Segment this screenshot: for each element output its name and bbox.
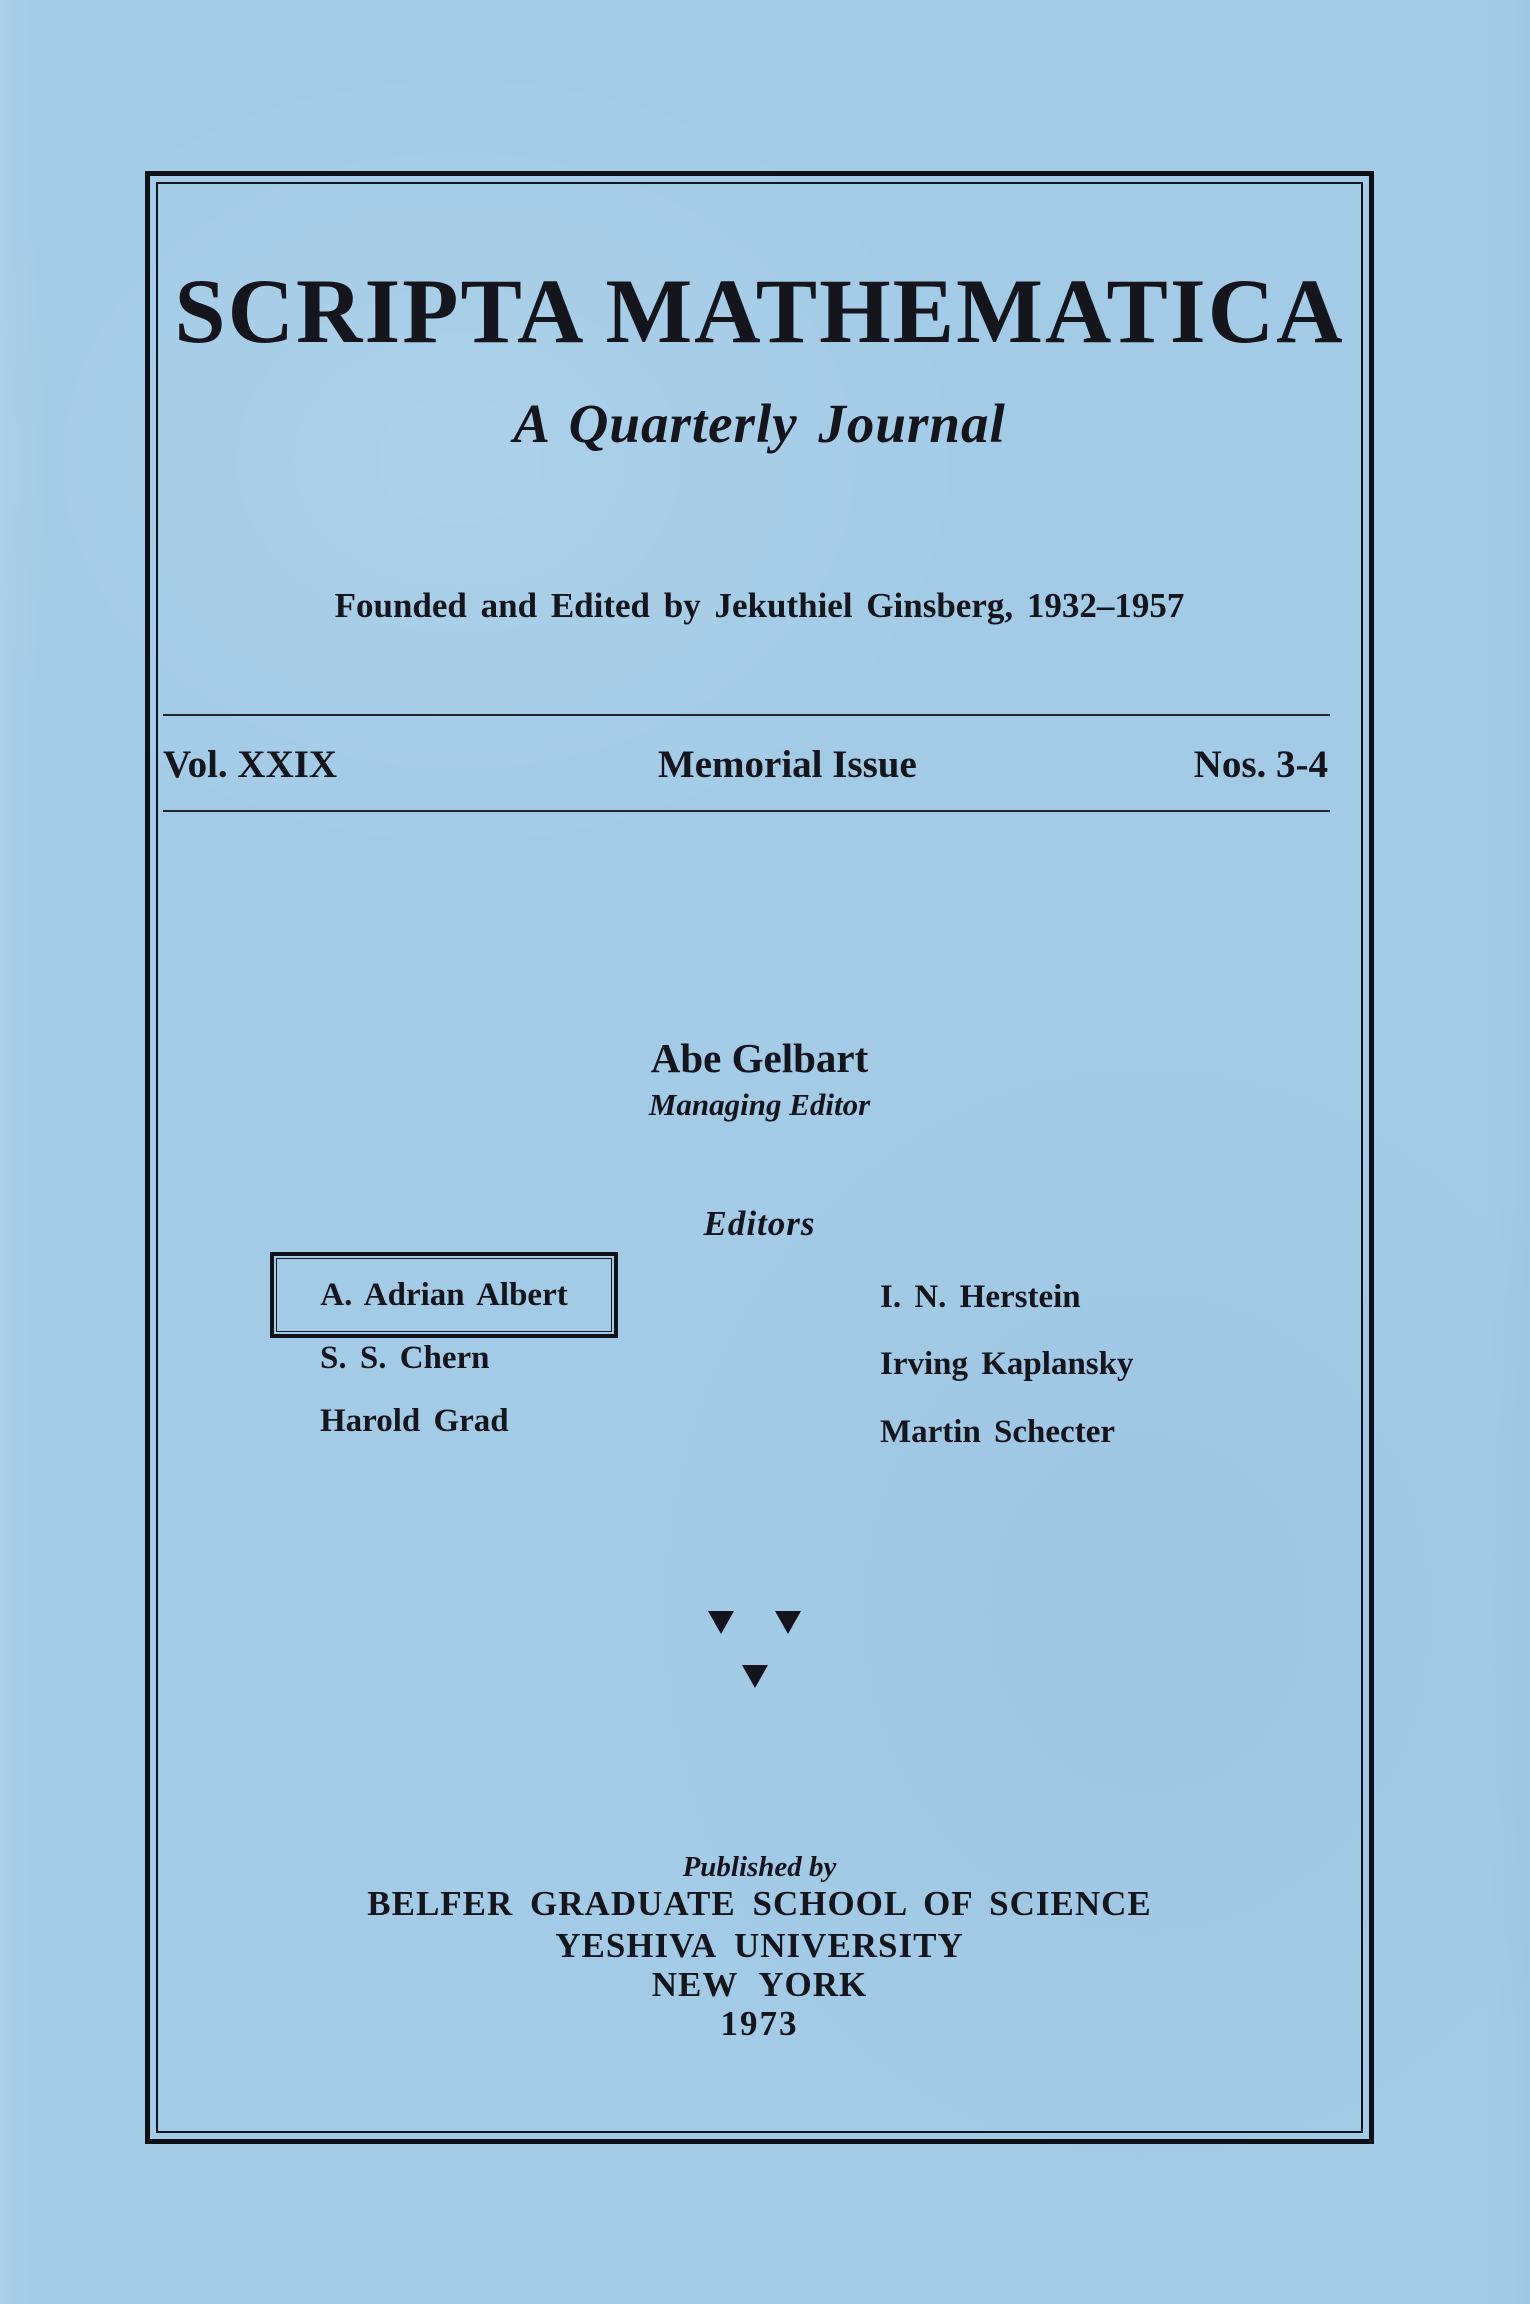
editor-name-kaplansky: Irving Kaplansky	[880, 1346, 1134, 1382]
editor-name-herstein: I. N. Herstein	[880, 1279, 1081, 1315]
publisher-school: BELFER GRADUATE SCHOOL OF SCIENCE	[367, 1884, 1152, 1923]
publisher-university: YESHIVA UNIVERSITY	[555, 1926, 964, 1965]
divider-rule-bottom	[163, 810, 1330, 812]
volume-label: Vol. XXIX	[163, 743, 338, 786]
boxed-editor-frame	[270, 1252, 618, 1338]
editor-name-grad: Harold Grad	[320, 1403, 509, 1439]
editor-name-albert: A. Adrian Albert	[320, 1276, 568, 1313]
issue-title: Memorial Issue	[657, 743, 917, 786]
editor-name-schecter: Martin Schecter	[880, 1414, 1115, 1450]
published-by-label: Published by	[682, 1851, 837, 1883]
triangle-down-icon	[742, 1665, 768, 1688]
triangle-down-icon	[775, 1611, 801, 1634]
founder-line: Founded and Edited by Jekuthiel Ginsberg, 1932–1957	[334, 586, 1185, 625]
editor-name-chern: S. S. Chern	[320, 1340, 490, 1376]
cover-border-inner-line	[156, 182, 1363, 2133]
triangle-down-icon	[708, 1611, 734, 1634]
journal-title: SCRIPTA MATHEMATICA	[174, 260, 1345, 362]
journal-subtitle: A Quarterly Journal	[513, 393, 1006, 454]
cover-border-frame	[145, 171, 1374, 2144]
editors-heading: Editors	[703, 1204, 816, 1243]
publication-year: 1973	[720, 2004, 799, 2043]
divider-rule-top	[163, 714, 1330, 716]
managing-editor-role: Managing Editor	[648, 1087, 871, 1122]
managing-editor-name: Abe Gelbart	[650, 1035, 869, 1081]
boxed-editor-inner-line	[276, 1258, 612, 1332]
issue-numbers: Nos. 3-4	[1193, 743, 1328, 786]
publisher-city: NEW YORK	[651, 1965, 868, 2004]
